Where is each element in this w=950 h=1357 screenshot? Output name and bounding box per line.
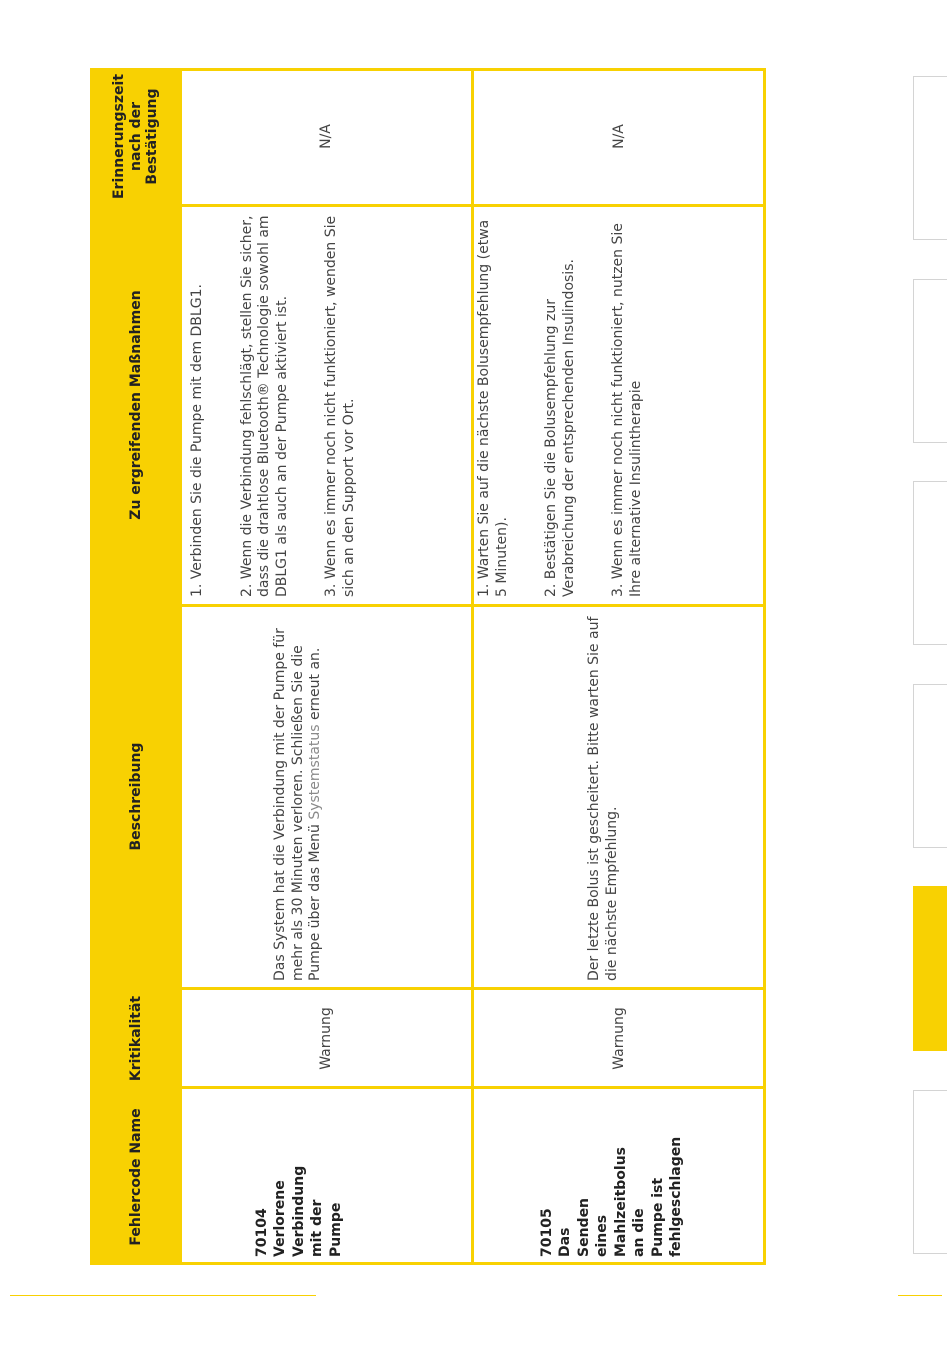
- error-name: Verlorene Verbindung mit der Pumpe: [272, 1165, 344, 1257]
- error-code: 70105: [539, 1208, 555, 1257]
- actions-list: [476, 215, 645, 597]
- header-description: Beschreibung: [127, 742, 144, 851]
- header-actions: Zu ergreifenden Maßnahmen: [127, 290, 144, 520]
- action-step-2: 2. Bestätigen Sie die Bolusempfehlung zur Verabreichung der entsprechenden Insulindosis.: [543, 259, 577, 597]
- action-step-3: 3. Wenn es immer noch nicht funktioniert, nutzen Sie Ihre alternative Insulintherapie: [610, 223, 644, 597]
- systemstatus-menu-link: Systemstatus: [307, 724, 323, 820]
- header-code-name: Fehlercode Name: [127, 1108, 144, 1246]
- error-code: 70104: [254, 1208, 270, 1257]
- reminder-value: N/A: [317, 124, 334, 149]
- severity-value: Warnung: [611, 1007, 628, 1070]
- description-body: Das System hat die Verbindung mit der Pumpe für mehr als 30 Minuten verloren. Schließen Sie die Pumpe über das Menü: [272, 628, 323, 981]
- chapter-tab-2[interactable]: [913, 279, 947, 443]
- action-step-1: 1. Verbinden Sie die Pumpe mit dem DBLG1.: [189, 284, 205, 597]
- footer-rule-right: [898, 1295, 942, 1296]
- table-header: [90, 68, 182, 1265]
- action-step-2: 2. Wenn die Verbindung fehlschlägt, stellen Sie sicher, dass die drahtlose Bluetooth® Technologie sowohl am DBLG1 als auch an der Pumpe aktiviert ist.: [238, 215, 290, 597]
- table-row-2-code: [538, 1097, 686, 1257]
- header-severity: Kritikalität: [127, 995, 144, 1082]
- error-code-table: [90, 68, 766, 1265]
- description-text: [272, 611, 325, 981]
- chapter-tab-5-active[interactable]: [913, 886, 947, 1051]
- header-reminder: Erinnerungszeit nach der Bestätigung: [110, 73, 161, 200]
- error-name: Das Senden eines Mahlzeitbolus an die Pumpe ist fehlgeschlagen: [557, 1136, 685, 1257]
- severity-value: Warnung: [317, 1007, 334, 1070]
- grid-line: [182, 604, 766, 607]
- chapter-tab-4[interactable]: [913, 684, 947, 848]
- reminder-value: N/A: [611, 124, 628, 149]
- chapter-tab-1[interactable]: [913, 76, 947, 240]
- chapter-tab-6[interactable]: [913, 1090, 947, 1254]
- description-end: erneut an.: [307, 647, 323, 720]
- action-step-3: 3. Wenn es immer noch nicht funktioniert, wenden Sie sich an den Support vor Ort.: [323, 215, 357, 597]
- chapter-tab-3[interactable]: [913, 481, 947, 645]
- description-text: Der letzte Bolus ist gescheitert. Bitte warten Sie auf die nächste Empfehlung.: [586, 616, 620, 981]
- action-step-1: 1. Warten Sie auf die nächste Bolusempfehlung (etwa 5 Minuten).: [476, 219, 510, 597]
- footer-rule-left: [10, 1295, 316, 1296]
- actions-list: [189, 215, 358, 597]
- table-row-1-code: [253, 1165, 345, 1257]
